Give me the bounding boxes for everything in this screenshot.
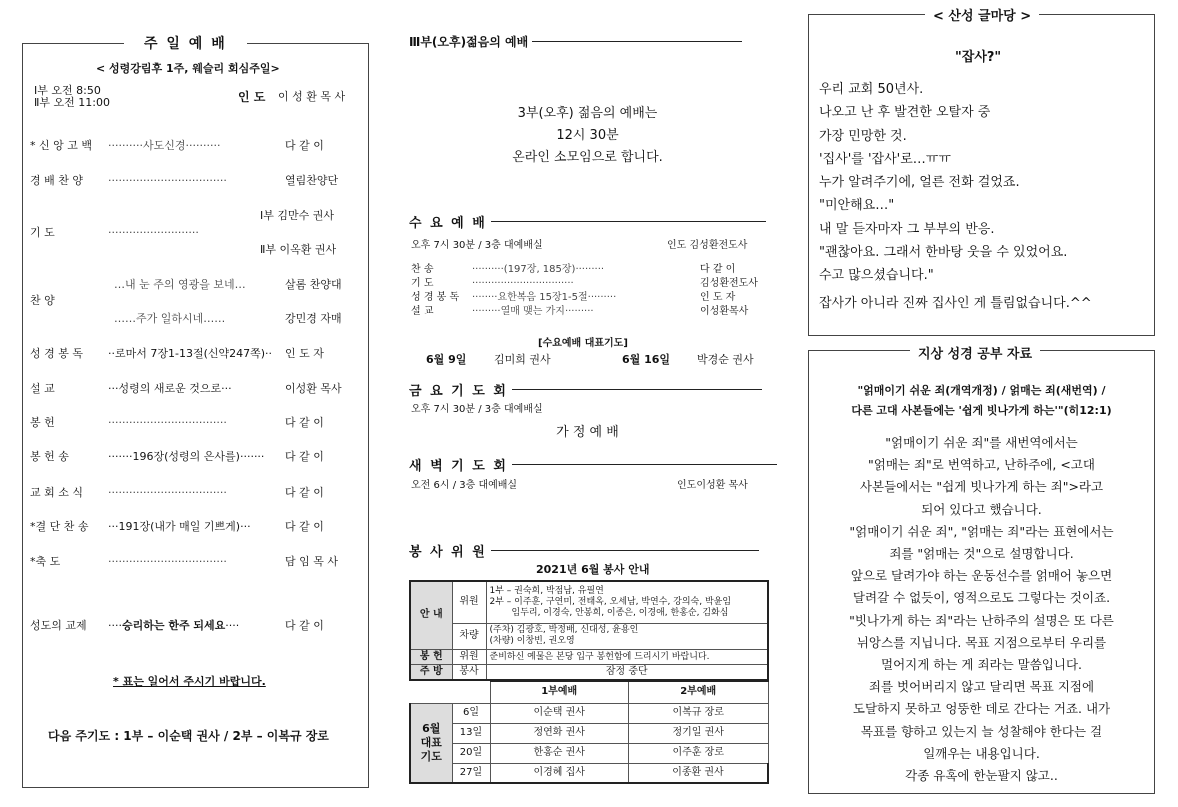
svc-kitchen-text: 잠정 중단 (486, 664, 768, 680)
order-dots: ·································· (108, 416, 227, 429)
order-mid: ··로마서 7장1-13절(신약247쪽)·· (108, 347, 273, 360)
order-right: 살롬 찬양대 (285, 278, 342, 291)
writing-body (819, 78, 1067, 288)
order-label: 봉 헌 (30, 416, 55, 429)
order-label: 기 도 (30, 226, 55, 239)
order-right: 이성환 목사 (285, 382, 342, 395)
writing-line: '집사'를 '잡사'로…ㅠㅠ (819, 151, 951, 167)
svc-usher-line: 임두리, 이경숙, 안봉희, 이종은, 이경애, 한홍순, 김화심 (511, 607, 729, 618)
prayer-1st: 이경혜 집사 (490, 763, 628, 783)
order-mid: ···191장(내가 매일 기쁘게)··· (108, 520, 251, 533)
bible-line: "얽매이기 쉬운 죄"를 새번역에서는 (885, 435, 1078, 450)
wed-prayer-name: 김미희 권사 (494, 353, 551, 366)
order-right: 강민경 자매 (285, 312, 342, 325)
prayer-head-line: 6월 (422, 721, 441, 735)
wed-row-right: 인 도 자 (700, 292, 736, 303)
order-dots: ·························· (108, 226, 199, 239)
order-mid: ····승리하는 한주 되세요···· (108, 619, 240, 632)
order-label: 경 배 찬 양 (30, 174, 83, 187)
wed-row-right: 이성환목사 (700, 306, 749, 317)
bible-heading: "얽매이기 쉬운 죄(개역개정) / 얽매는 죄(새번역) / (857, 384, 1106, 397)
bible-line: 앞으로 달려가야 하는 운동선수를 얽매어 놓으면 (850, 568, 1113, 584)
wed-prayer-name: 박경순 권사 (697, 353, 754, 366)
wed-prayer-title: [수요예배 대표기도] (538, 338, 628, 349)
writing-line: 누가 알려주기에, 얼른 전화 걸었죠. (819, 175, 1020, 191)
svc-offer-role: 위원 (452, 649, 486, 664)
order-mid: ·······196장(성령의 은사를)······· (108, 450, 265, 463)
bible-line: 사본들에서는 "쉽게 빗나가게 하는 죄">라고 (859, 479, 1104, 495)
sunday-worship-title: 주 일 예 배 (124, 33, 247, 53)
order-right: 다 같 이 (285, 416, 324, 429)
prayer-date: 27일 (452, 763, 490, 783)
order-right: 다 같 이 (285, 520, 324, 533)
bible-line: 목표를 향하고 있는지 늘 성찰해야 한다는 걸 (860, 723, 1103, 739)
wed-row-right: 김성환전도사 (700, 278, 758, 289)
prayer-head-line: 대표 (420, 735, 442, 749)
svc-offer-text: 준비하신 예물은 본당 입구 봉헌함에 드리시기 바랍니다. (486, 649, 768, 664)
svc-offer: 봉 헌 (410, 649, 452, 664)
wed-row-label: 성 경 봉 독 (411, 292, 460, 303)
prayer-date: 20일 (452, 743, 490, 763)
wed-prayer-date: 6월 16일 (622, 353, 671, 366)
wed-info: 오후 7시 30분 / 3층 대예배실 (411, 240, 543, 251)
writing-heading: "잡사?" (955, 50, 1002, 65)
prayer-1st: 한홍순 권사 (490, 743, 628, 763)
writing-line: "괜찮아요. 그래서 한바탕 웃을 수 있었어요. (819, 245, 1068, 261)
family-worship: 가 정 예 배 (556, 425, 619, 440)
writing-last-line: 잡사가 아니라 진짜 집사인 게 틀림없습니다.^^ (819, 296, 1092, 311)
prayer-col2: 2부예배 (628, 681, 768, 703)
youth-line: 12시 30분 (556, 128, 619, 143)
service-time-2: Ⅱ부 오전 11:00 (34, 96, 110, 109)
wed-prayer-date: 6월 9일 (426, 353, 467, 366)
wednesday-heading: 수 요 예 배 (409, 212, 766, 231)
wed-row-label: 설 교 (411, 306, 434, 317)
fri-info: 오후 7시 30분 / 3층 대예배실 (411, 404, 543, 415)
order-label: *축 도 (30, 555, 61, 568)
order-right: 다 같 이 (285, 450, 324, 463)
youth-worship-heading: Ⅲ부(오후)젊음의 예배 (409, 33, 742, 50)
service-heading: 봉 사 위 원 (409, 541, 759, 560)
writing-line: 내 말 듣자마자 그 부부의 반응. (819, 221, 995, 237)
order-label: 찬 양 (30, 294, 55, 307)
order-right: 열림찬양단 (285, 174, 339, 187)
svc-usher-role: 위원 (452, 581, 486, 623)
prayer-2nd: 정기일 권사 (628, 723, 768, 743)
service-time-1: Ⅰ부 오전 8:50 (34, 84, 101, 97)
prayer-head (410, 703, 452, 783)
leader-name: 이 성 환 목 사 (278, 90, 346, 103)
order-right: 인 도 자 (285, 347, 324, 360)
service-table (409, 580, 769, 681)
prayer-2nd: 이주훈 장로 (628, 743, 768, 763)
bible-line: 도달하지 못하고 엉뚱한 데로 간다는 거죠. 내가 (852, 701, 1111, 717)
prayer-col1: 1부예배 (490, 681, 628, 703)
order-label: *결 단 찬 송 (30, 520, 89, 533)
dawn-heading: 새 벽 기 도 회 (409, 455, 777, 474)
svc-kitchen-role: 봉사 (452, 664, 486, 680)
order-right: 다 같 이 (285, 139, 324, 152)
standing-note: * 표는 일어서 주시기 바랍니다. (113, 675, 266, 688)
prayer-blank (410, 681, 452, 703)
prayer-2nd: 이종환 권사 (628, 763, 768, 783)
bible-heading: 다른 고대 사본들에는 '쉽게 빗나가게 하는'"(히12:1) (851, 404, 1112, 417)
order-dots: ·································· (108, 174, 227, 187)
prayer-head-line: 기도 (420, 749, 442, 763)
wed-row-mid: ··········(197장, 185장)········· (472, 264, 605, 275)
bible-study-title: 지상 성경 공부 자료 (910, 343, 1040, 362)
order-label: 봉 헌 송 (30, 450, 69, 463)
bible-line: 죄를 "얽매는 것"으로 설명합니다. (889, 546, 1074, 562)
prayer-date: 6일 (452, 703, 490, 723)
writing-line: 우리 교회 50년사. (819, 82, 924, 97)
prayer-1st: 정연화 권사 (490, 723, 628, 743)
bible-line: "빗나가게 하는 죄"라는 난하주의 설명은 또 다른 (849, 612, 1114, 628)
svc-guide: 안 내 (410, 581, 452, 649)
service-subtitle: 2021년 6월 봉사 안내 (536, 563, 650, 576)
order-dots: ·································· (108, 555, 227, 568)
sunday-subtitle: < 성령강림후 1주, 웨슬리 회심주일> (96, 62, 280, 75)
order-right: 다 같 이 (285, 486, 324, 499)
bible-line: 멀어지게 하는 게 죄라는 말씀입니다. (881, 657, 1082, 673)
writing-box-title: < 산성 글마당 > (925, 5, 1039, 24)
bible-line: 뉘앙스를 지닙니다. 목표 지점으로부터 우리를 (856, 634, 1107, 650)
svc-kitchen: 주 방 (410, 664, 452, 680)
order-label: 설 교 (30, 382, 55, 395)
dawn-leader: 인도이성환 목사 (677, 480, 748, 491)
order-dots: ·································· (108, 486, 227, 499)
svc-usher-line: 1부 – 권숙희, 박점남, 유필연 (489, 585, 604, 596)
prayer-date: 13일 (452, 723, 490, 743)
order-dots: ··········사도신경·········· (108, 139, 221, 152)
youth-line: 온라인 소모임으로 합니다. (512, 150, 663, 165)
bible-body (808, 432, 1155, 787)
order-label: 성 경 봉 독 (30, 347, 83, 360)
writing-line: 가장 민망한 것. (819, 128, 907, 144)
order-label: * 신 앙 고 백 (30, 139, 92, 152)
svc-car-line: (차량) 이창빈, 권오영 (489, 636, 575, 646)
writing-line: "미안해요…" (819, 198, 895, 214)
bible-line: 각종 유혹에 한눈팔지 않고.. (905, 768, 1058, 784)
wed-row-mid: ································ (472, 278, 574, 289)
bible-line: 되어 있다고 했습니다. (921, 501, 1042, 517)
svc-car-line: (주차) 김광호, 박정배, 신대성, 윤용인 (489, 625, 639, 635)
order-label: 교 회 소 식 (30, 486, 83, 499)
order-right: Ⅱ부 이옥환 권사 (260, 243, 337, 256)
writing-line: 나오고 난 후 발견한 오탈자 중 (819, 105, 991, 121)
friday-heading: 금 요 기 도 회 (409, 380, 762, 399)
order-right: 담 임 목 사 (285, 555, 338, 568)
order-right: Ⅰ부 김만수 권사 (260, 209, 334, 222)
prayer-2nd: 이복규 장로 (628, 703, 768, 723)
svc-usher-names (486, 581, 768, 623)
dawn-info: 오전 6시 / 3층 대예배실 (411, 480, 518, 491)
wed-row-label: 찬 송 (411, 264, 434, 275)
prayer-table (409, 680, 769, 784)
svc-car-role: 차량 (452, 623, 486, 649)
wed-row-right: 다 같 이 (700, 264, 736, 275)
bible-line: "얽매이기 쉬운 죄", "얽매는 죄"라는 표현에서는 (849, 523, 1114, 539)
youth-line: 3부(오후) 젊음의 예배는 (517, 106, 658, 121)
wed-row-mid: ········요한복음 15장1-5절········· (472, 292, 617, 303)
svc-usher-line: 2부 – 이주훈, 구연미, 전태옥, 오세남, 박연수, 강의숙, 박윤임 (489, 596, 732, 607)
prayer-1st: 이순택 권사 (490, 703, 628, 723)
bible-line: 일깨우는 내용입니다. (923, 745, 1040, 761)
order-label: 성도의 교제 (30, 619, 87, 632)
next-week-prayer: 다음 주기도 : 1부 – 이순택 권사 / 2부 – 이복규 장로 (48, 729, 329, 743)
bible-line: "얽매는 죄"로 번역하고, 난하주에, <고대 (868, 457, 1095, 473)
order-mid: ···성령의 새로운 것으로··· (108, 382, 232, 395)
order-mid: …내 눈 주의 영광을 보네… (114, 278, 246, 291)
order-right: 다 같 이 (285, 619, 324, 632)
order-mid: ……주가 일하시네…… (114, 312, 226, 325)
wed-row-mid: ·········열매 맺는 가지········· (472, 306, 594, 317)
writing-line: 수고 많으셨습니다." (819, 268, 934, 284)
wed-row-label: 기 도 (411, 278, 434, 289)
wed-leader: 인도 김성환전도사 (667, 240, 748, 251)
prayer-blank (452, 681, 490, 703)
leader-label: 인 도 (238, 90, 266, 104)
svc-car-names (486, 623, 768, 649)
bible-line: 달려갈 수 없듯이, 영적으로도 그렇다는 것이죠. (852, 590, 1111, 606)
bible-line: 죄를 벗어버리지 않고 달리면 목표 지점에 (868, 679, 1095, 695)
